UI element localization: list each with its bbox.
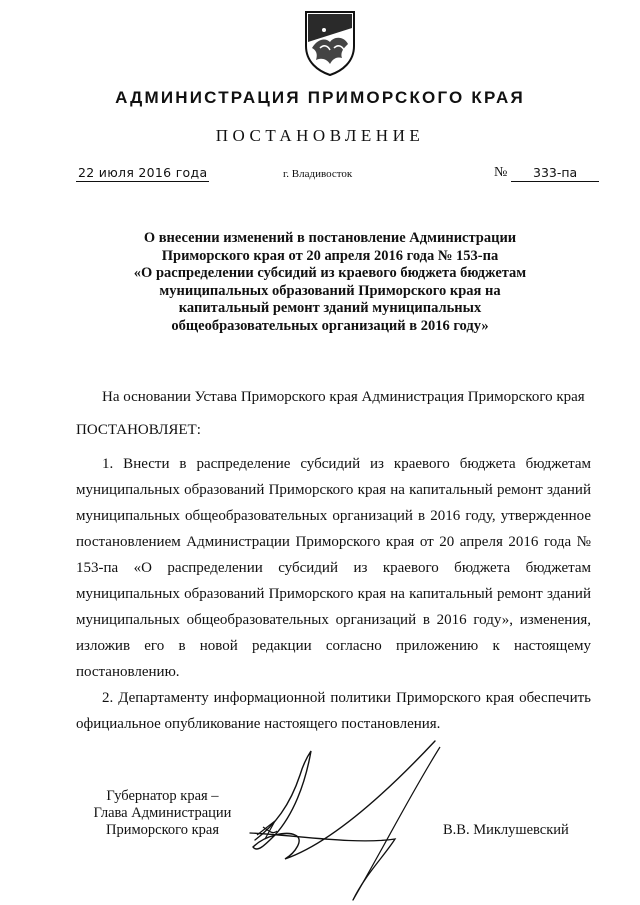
- decree-item-1: 1. Внести в распределение субсидий из краевого бюджета бюджетам муниципальных образований Приморского края на капитальный ремонт зданий муниципальных общеобразовательных организаций в 2016 году, утвержденное постановлением Администрации Приморского края от 20 апреля 2016 года № 153-па «О распределении субсидий из краевого бюджета бюджетам муниципальных образований Приморского края на капитальный ремонт зданий муниципальных общеобразовательных организаций в 2016 году», изменения, изложив его в новой редакции согласно приложению к настоящему постановлению.: [76, 456, 591, 680]
- document-city: г. Владивосток: [283, 168, 353, 180]
- position-line: Приморского края: [105, 822, 219, 838]
- document-date: 22 июля 2016 года: [78, 165, 208, 180]
- position-line: Губернатор края –: [106, 788, 219, 804]
- document-number-label: №: [494, 165, 508, 180]
- title-line: «О распределении субсидий из краевого бюджета бюджетам: [133, 265, 527, 281]
- title-line: общеобразовательных организаций в 2016 году»: [171, 317, 489, 334]
- position-line: Глава Администрации: [93, 805, 232, 821]
- document-title: [80, 230, 580, 335]
- primorsky-krai-coat-of-arms-icon: [300, 8, 360, 78]
- signatory-position: [70, 788, 255, 839]
- title-line: О внесении изменений в постановление Администрации: [143, 230, 517, 246]
- handwritten-signature-icon: [235, 735, 450, 905]
- basis-paragraph: На основании Устава Приморского края Администрация Приморского края: [102, 389, 585, 405]
- document-number: 333-па: [511, 165, 599, 182]
- organization-name: АДМИНИСТРАЦИЯ ПРИМОРСКОГО КРАЯ: [115, 88, 525, 107]
- decree-heading: ПОСТАНОВЛЯЕТ:: [76, 422, 201, 438]
- document-type: ПОСТАНОВЛЕНИЕ: [215, 126, 425, 145]
- title-line: капитальный ремонт зданий муниципальных: [178, 300, 482, 316]
- title-line: муниципальных образований Приморского края на: [159, 282, 501, 299]
- title-line: Приморского края от 20 апреля 2016 года № 153-па: [161, 247, 499, 264]
- decree-item-2: 2. Департаменту информационной политики Приморского края обеспечить официальное опубликование настоящего постановления.: [76, 690, 591, 732]
- signatory-name: В.В. Миклушевский: [443, 822, 569, 838]
